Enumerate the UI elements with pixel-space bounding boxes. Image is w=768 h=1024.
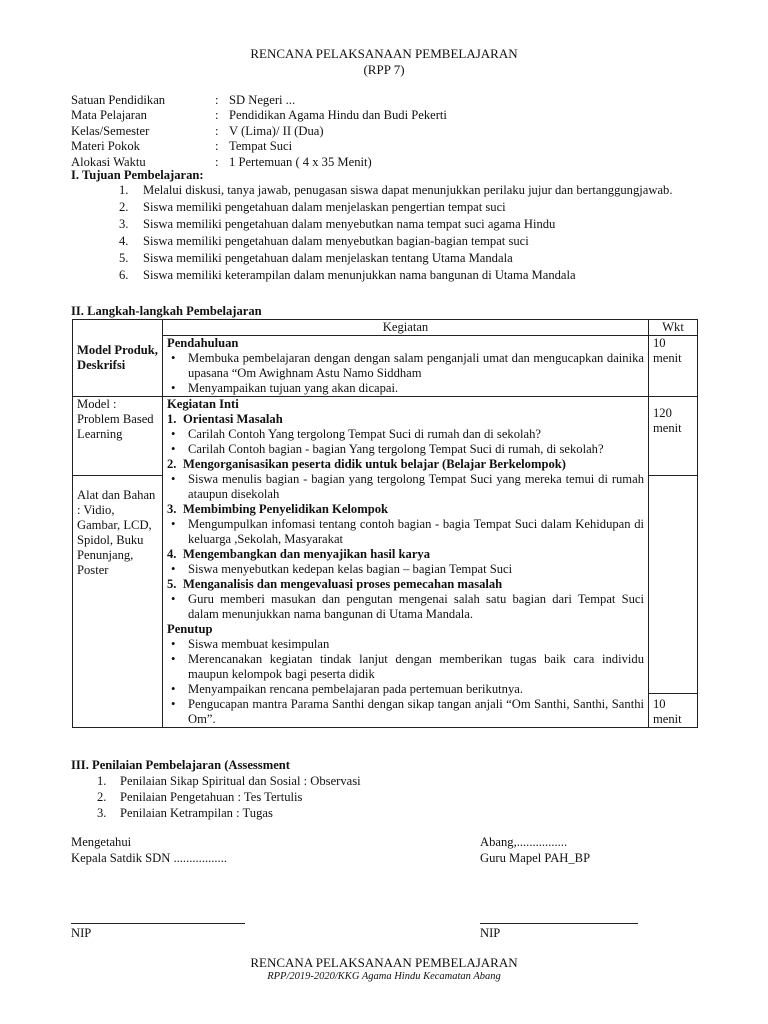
- item-text: Melalui diskusi, tanya jawab, penugasan siswa dapat menunjukkan perilaku jujur dan bertanggungjawab.: [143, 183, 673, 197]
- pendahuluan-cell: [163, 336, 649, 397]
- list-item: • Carilah Contoh Yang tergolong Tempat Suci di rumah dan di sekolah?: [167, 427, 644, 442]
- wkt-cell-empty: [649, 476, 698, 694]
- assessment-item: [71, 789, 711, 805]
- inti-title: Kegiatan Inti: [167, 397, 239, 411]
- info-row: [71, 108, 447, 123]
- item-number: 2.: [119, 200, 129, 214]
- item-text: Penilaian Sikap Spiritual dan Sosial : Observasi: [120, 774, 361, 788]
- table-header-row: [73, 320, 698, 336]
- info-row: [71, 139, 447, 154]
- info-colon: :: [215, 93, 219, 107]
- wkt-cell: 10 menit: [649, 336, 698, 397]
- item-text: Siswa memiliki pengetahuan dalam menyebutkan nama tempat suci agama Hindu: [143, 217, 556, 231]
- objectives-list: [71, 182, 716, 284]
- list-item: • Membuka pembelajaran dengan dengan salam penganjali umat dan mengucapkan dainika upasana “Om Awighnam Astu Namo Siddham: [167, 351, 644, 381]
- item-text: Penilaian Pengetahuan : Tes Tertulis: [120, 790, 303, 804]
- objective-item: [71, 216, 716, 233]
- list-item: • Merencanakan kegiatan tindak lanjut dengan memberikan tugas baik cara individu maupun kelompok bagi peserta didik: [167, 652, 644, 682]
- signature-left-label: Mengetahui: [71, 835, 132, 849]
- model-product-label: Model Produk, Deskrifsi: [77, 343, 158, 372]
- step-number: 3.: [167, 502, 177, 516]
- penutup-title: Penutup: [167, 622, 213, 636]
- step-label: Orientasi Masalah: [183, 412, 283, 426]
- step-label: Mengorganisasikan peserta didik untuk belajar (Belajar Berkelompok): [183, 457, 566, 471]
- list-item: • Siswa menyebutkan kedepan kelas bagian – bagian Tempat Suci: [167, 562, 644, 577]
- list-item: • Pengucapan mantra Parama Santhi dengan sikap tangan anjali “Om Santhi, Santhi, Santhi Om”.: [167, 697, 644, 727]
- info-value: Pendidikan Agama Hindu dan Budi Pekerti: [229, 108, 447, 123]
- info-value: Tempat Suci: [229, 139, 293, 154]
- item-text: Siswa memiliki pengetahuan dalam menjelaskan pengertian tempat suci: [143, 200, 506, 214]
- lesson-steps-table: [72, 319, 698, 728]
- table-row-pendahuluan: [73, 336, 698, 397]
- item-text: Penilaian Ketrampilan : Tugas: [120, 806, 273, 820]
- step-label: Mengembangkan dan menyajikan hasil karya: [183, 547, 431, 561]
- signature-line-right: [480, 923, 638, 924]
- section-heading-langkah: II. Langkah-langkah Pembelajaran: [71, 304, 262, 318]
- nip-left: NIP: [71, 926, 92, 940]
- identity-block: [71, 93, 447, 170]
- list-item: • Carilah Contoh bagian - bagian Yang tergolong Tempat Suci di rumah, di sekolah?: [167, 442, 644, 457]
- item-text: Siswa memiliki pengetahuan dalam menjelaskan tentang Utama Mandala: [143, 251, 513, 265]
- document-header: [0, 46, 768, 78]
- signature-left-title: Kepala Satdik SDN .................: [71, 851, 228, 865]
- list-item: • Siswa membuat kesimpulan: [167, 637, 644, 652]
- step-number: 4.: [167, 547, 177, 561]
- step-title: [167, 577, 644, 592]
- info-key: Satuan Pendidikan: [71, 93, 166, 107]
- info-colon: :: [215, 123, 219, 138]
- info-value: V (Lima)/ II (Dua): [229, 123, 324, 138]
- wkt-cell: 10 menit: [649, 694, 698, 728]
- footer-title: RENCANA PELAKSANAAN PEMBELAJARAN: [250, 955, 518, 970]
- item-number: 4.: [119, 234, 129, 248]
- info-colon: :: [215, 108, 219, 123]
- info-row: [71, 93, 447, 108]
- wkt-header: Wkt: [649, 320, 698, 336]
- item-number: 2.: [97, 790, 107, 804]
- objective-item: [71, 182, 716, 199]
- step-title: [167, 502, 644, 517]
- item-text: Siswa memiliki pengetahuan dalam menyebutkan bagian-bagian tempat suci: [143, 234, 529, 248]
- list-item: • Siswa menulis bagian - bagian yang tergolong Tempat Suci yang mereka temui di rumah ataupun disekolah: [167, 472, 644, 502]
- pendahuluan-title: Pendahuluan: [167, 336, 239, 350]
- list-item: • Menyampaikan rencana pembelajaran pada pertemuan berikutnya.: [167, 682, 644, 697]
- step-number: 2.: [167, 457, 177, 471]
- assessment-list: [71, 773, 711, 821]
- info-colon: :: [215, 154, 219, 169]
- item-text: Siswa memiliki keterampilan dalam menunjukkan nama bangunan di Utama Mandala: [143, 268, 576, 282]
- step-title: [167, 547, 644, 562]
- item-number: 3.: [119, 217, 129, 231]
- step-title: [167, 457, 644, 472]
- assessment-item: [71, 805, 711, 821]
- step-label: Menganalisis dan mengevaluasi proses pemecahan masalah: [183, 577, 503, 591]
- list-item: • Menyampaikan tujuan yang akan dicapai.: [167, 381, 644, 396]
- item-number: 1.: [97, 774, 107, 788]
- info-value: 1 Pertemuan ( 4 x 35 Menit): [229, 154, 372, 169]
- signature-line-left: [71, 923, 245, 924]
- signature-right-title: Guru Mapel PAH_BP: [480, 851, 591, 865]
- list-item: • Mengumpulkan infomasi tentang contoh bagian - bagia Tempat Suci dalam Kehidupan di keluarga ,Sekolah, Masyarakat: [167, 517, 644, 547]
- signature-right-place: Abang,................: [480, 835, 568, 849]
- info-key: Materi Pokok: [71, 139, 140, 154]
- nip-right: NIP: [480, 926, 501, 940]
- info-row: [71, 124, 447, 139]
- info-colon: :: [215, 139, 219, 154]
- info-key: Kelas/Semester: [71, 123, 150, 138]
- info-key: Mata Pelajaran: [71, 108, 147, 123]
- table-row-inti: [73, 397, 698, 476]
- info-key: Alokasi Waktu: [71, 154, 146, 169]
- section-heading-penilaian: III. Penilaian Pembelajaran (Assessment: [71, 758, 290, 772]
- wkt-cell: 120 menit: [649, 397, 698, 476]
- step-label: Membimbing Penyelidikan Kelompok: [183, 502, 389, 516]
- document-title: RENCANA PELAKSANAAN PEMBELAJARAN: [250, 46, 518, 61]
- item-number: 1.: [119, 183, 129, 197]
- item-number: 5.: [119, 251, 129, 265]
- objective-item: [71, 233, 716, 250]
- model-cell: Model : Problem Based Learning: [73, 397, 163, 476]
- alat-bahan-cell: Alat dan Bahan : Vidio, Gambar, LCD, Spidol, Buku Penunjang, Poster: [73, 476, 163, 728]
- item-number: 6.: [119, 268, 129, 282]
- model-product-cell: [73, 320, 163, 397]
- objective-item: [71, 267, 716, 284]
- document-subtitle: (RPP 7): [363, 62, 405, 77]
- section-heading-tujuan: I. Tujuan Pembelajaran:: [71, 168, 204, 182]
- kegiatan-header: Kegiatan: [163, 320, 649, 336]
- objective-item: [71, 199, 716, 216]
- objective-item: [71, 250, 716, 267]
- step-number: 5.: [167, 577, 177, 591]
- step-number: 1.: [167, 412, 177, 426]
- footer-subtitle: RPP/2019-2020/KKG Agama Hindu Kecamatan Abang: [267, 971, 501, 982]
- assessment-item: [71, 773, 711, 789]
- info-value: SD Negeri ...: [229, 93, 296, 107]
- item-number: 3.: [97, 806, 107, 820]
- step-title: [167, 412, 644, 427]
- list-item: • Guru memberi masukan dan pengutan mengenai salah satu bagian dari Tempat Suci dalam menunjukkan nama bangunan di Utama Mandala.: [167, 592, 644, 622]
- kegiatan-body-cell: [163, 397, 649, 728]
